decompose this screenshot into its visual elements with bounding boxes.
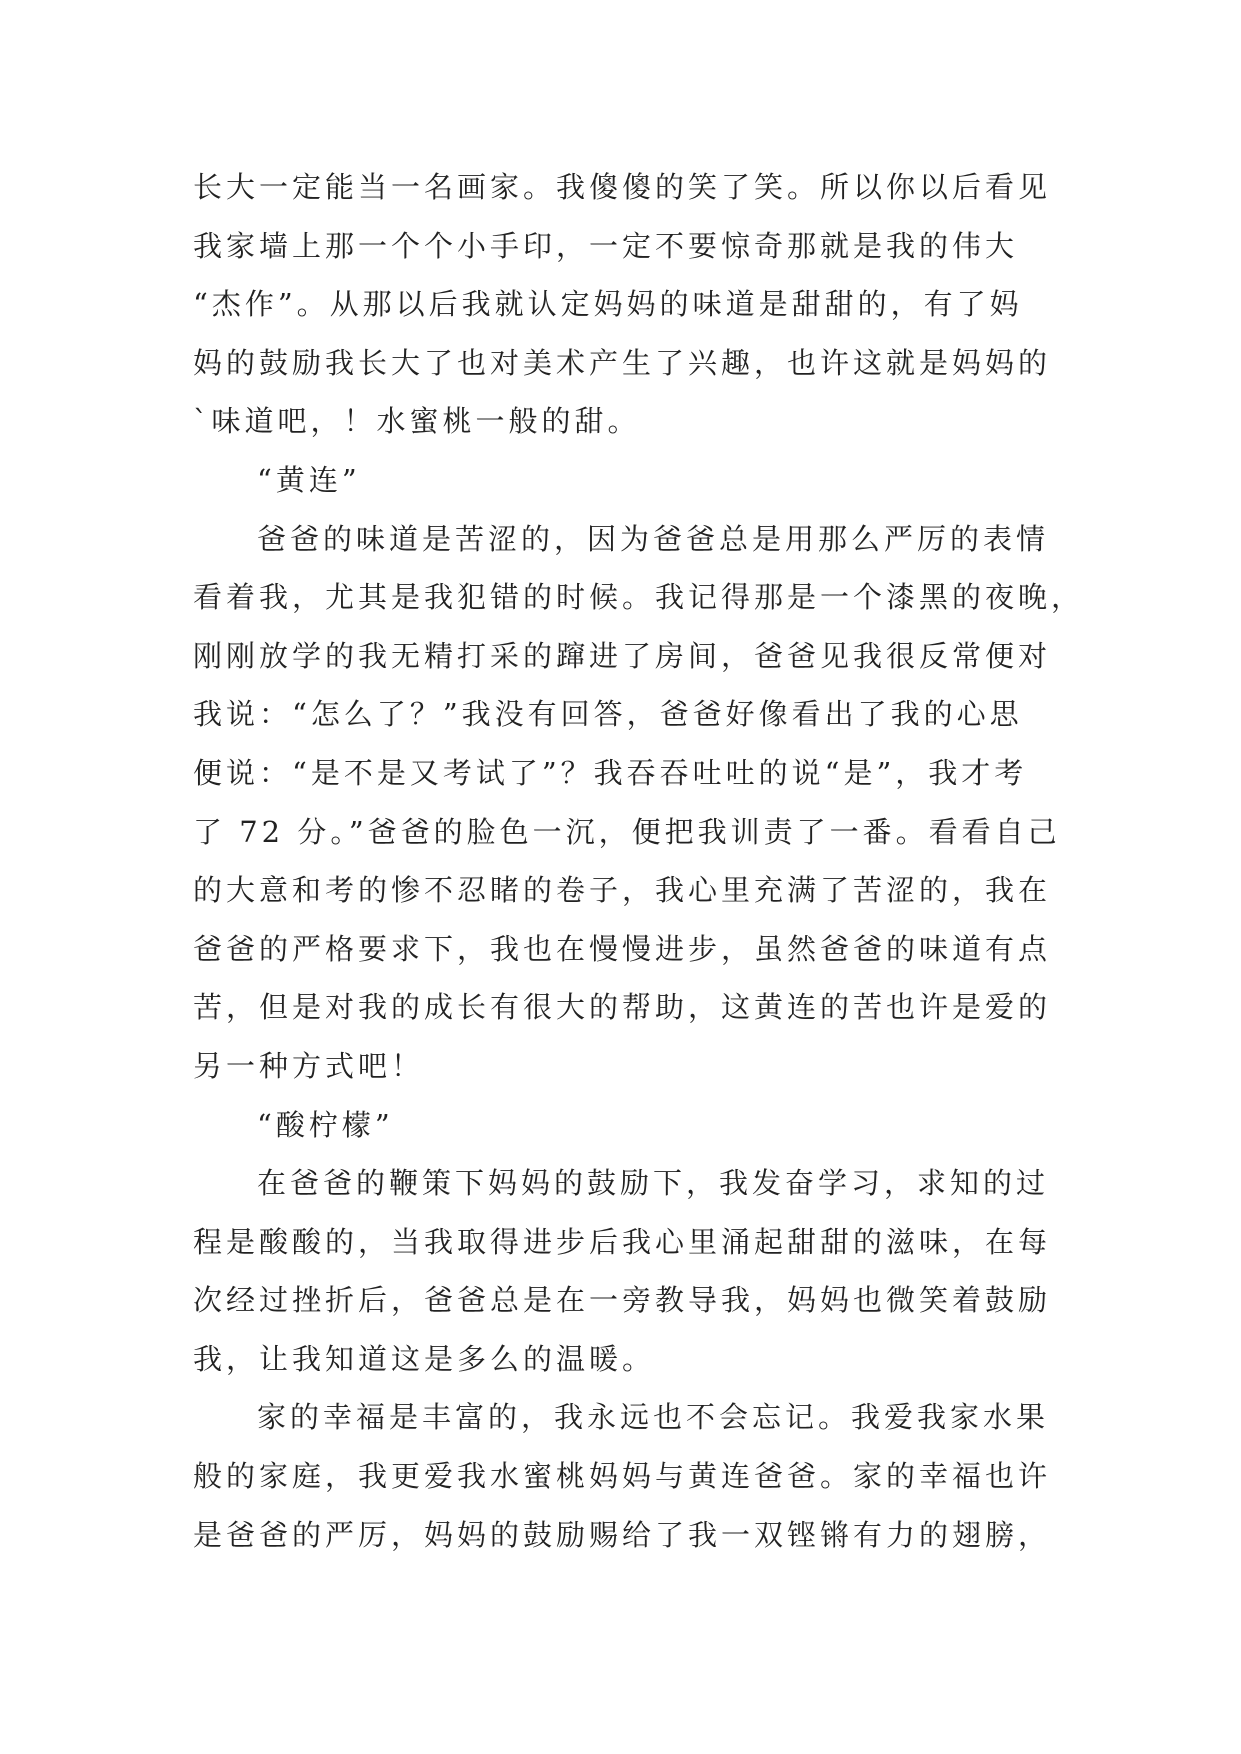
text-line-21: 我，让我知道这是多么的温暖。 <box>193 1341 656 1376</box>
paragraph-start-family: 家的幸福是丰富的，我永远也不会忘记。我爱我家水果 <box>257 1400 1050 1435</box>
text-line-14: 爸爸的严格要求下，我也在慢慢进步，虽然爸爸的味道有点 <box>193 931 1052 966</box>
section-heading-huanglian: “黄连” <box>257 462 361 497</box>
paragraph-start-dad: 爸爸的味道是苦涩的，因为爸爸总是用那么严厉的表情 <box>257 521 1050 556</box>
text-line-9: 刚刚放学的我无精打采的蹿进了房间，爸爸见我很反常便对 <box>193 638 1052 673</box>
section-heading-suanningmeng: “酸柠檬” <box>257 1107 394 1142</box>
text-line-20: 次经过挫折后，爸爸总是在一旁教导我，妈妈也微笑着鼓励 <box>193 1283 1052 1318</box>
text-line-23: 般的家庭，我更爱我水蜜桃妈妈与黄连爸爸。家的幸福也许 <box>193 1459 1052 1494</box>
text-line-16: 另一种方式吧！ <box>193 1048 425 1083</box>
text-line-19: 程是酸酸的，当我取得进步后我心里涌起甜甜的滋味，在每 <box>193 1224 1052 1259</box>
text-line-13: 的大意和考的惨不忍睹的卷子，我心里充满了苦涩的，我在 <box>193 873 1052 908</box>
text-line-15: 苦，但是对我的成长有很大的帮助，这黄连的苦也许是爱的 <box>193 990 1052 1025</box>
text-line-24: 是爸爸的严厉，妈妈的鼓励赐给了我一双铿锵有力的翅膀， <box>193 1517 1052 1552</box>
article-body <box>193 158 1085 1564</box>
text-line-12: 了 72 分。”爸爸的脸色一沉，便把我训责了一番。看看自己 <box>193 814 1061 849</box>
text-line-1: 长大一定能当一名画家。我傻傻的笑了笑。所以你以后看见 <box>193 170 1052 204</box>
text-line-2: 我家墙上那一个个小手印，一定不要惊奇那就是我的伟大 <box>193 228 1019 263</box>
text-line-11: 便说：“是不是又考试了”？我吞吞吐吐的说“是”，我才考 <box>193 755 1028 790</box>
text-line-4: 妈的鼓励我长大了也对美术产生了兴趣，也许这就是妈妈的 <box>193 345 1052 380</box>
text-line-3: “杰作”。从那以后我就认定妈妈的味道是甜甜的，有了妈 <box>193 287 1023 322</box>
text-line-10: 我说：“怎么了？”我没有回答，爸爸好像看出了我的心思 <box>193 697 1023 732</box>
text-line-8: 看着我，尤其是我犯错的时候。我记得那是一个漆黑的夜晚， <box>193 580 1085 615</box>
paragraph-start-study: 在爸爸的鞭策下妈妈的鼓励下，我发奋学习，求知的过 <box>257 1166 1050 1201</box>
text-line-5: `味道吧，！水蜜桃一般的甜。 <box>193 404 641 439</box>
